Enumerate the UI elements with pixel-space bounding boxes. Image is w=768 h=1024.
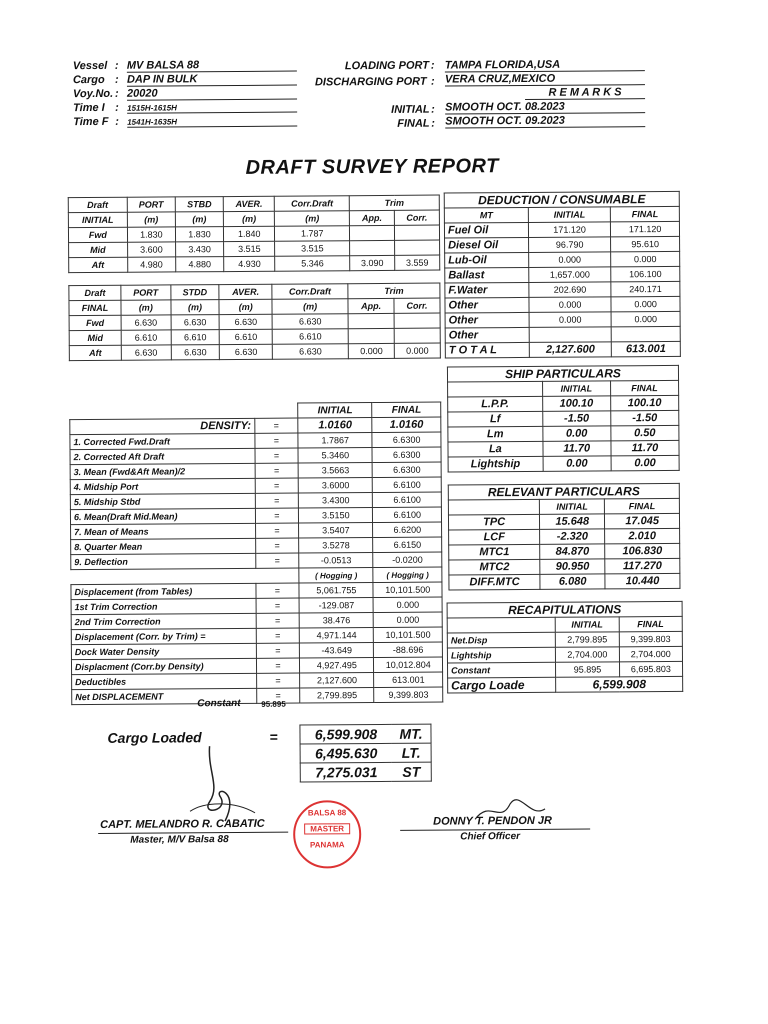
- table-row: Lf -1.50 -1.50: [448, 410, 679, 427]
- cargo-loaded-label: Cargo Loaded: [107, 729, 202, 746]
- table-row: 9. Deflection = -0.0513 -0.0200: [71, 552, 442, 570]
- table-row: Lightship 2,704.000 2,704.000: [447, 646, 682, 663]
- table-row: 6,599.908 MT.: [300, 724, 431, 744]
- voy-label: Voy.No.: [72, 87, 114, 101]
- ship-particulars-table: SHIP PARTICULARS INITIAL FINAL L.P.P. 100.10 100.10 Lf -1.50 -1.50 Lm 0.00 0.50 La 11.70 11.70 Lightship 0.00 0.00: [447, 365, 680, 473]
- loading-label: LOADING PORT: [344, 59, 430, 73]
- table-row: DIFF.MTC 6.080 10.440: [449, 573, 680, 590]
- table-row: 6,495.630 LT.: [300, 743, 431, 763]
- table-row: Fuel Oil 171.120 171.120: [444, 221, 679, 238]
- table-row: 2nd Trim Correction = 38.476 0.000: [71, 612, 442, 630]
- table-row: Net.Disp 2,799.895 9,399.803: [447, 631, 682, 648]
- table-row: Fwd 1.830 1.830 1.840 1.787: [68, 225, 439, 243]
- table-row: Deductibles = 2,127.600 613.001: [72, 672, 443, 690]
- timef-label: Time F: [73, 115, 109, 129]
- cargo-value: DAP IN BULK: [127, 73, 297, 87]
- draft-initial-table: Draft PORT STBD AVER. Corr.Draft Trim INITIAL (m) (m) (m) (m) App. Corr. Fwd 1.830 1.830 1.840 1.787 Mid 3.600 3.430 3.515 3.515 Aft 4.980 4.880 4.930 5.346 3.090 3.559: [68, 195, 441, 274]
- table-row: TPC 15.648 17.045: [448, 513, 679, 530]
- vessel-label: Vessel: [72, 59, 108, 73]
- cargo-loaded-row: Cargo Loade 6,599.908: [448, 676, 683, 693]
- table-row: Fwd 6.630 6.630 6.630 6.630: [69, 313, 440, 331]
- chief-title: Chief Officer: [460, 831, 521, 843]
- table-row: ( Hogging ) ( Hogging ): [71, 567, 442, 585]
- initial-value: SMOOTH OCT. 08.2023: [445, 100, 645, 114]
- table-row: Aft 4.980 4.880 4.930 5.346 3.090 3.559: [69, 255, 440, 273]
- report-title: DRAFT SURVEY REPORT: [245, 155, 499, 179]
- table-row: 1st Trim Correction = -129.087 0.000: [71, 597, 442, 615]
- final-label: FINAL: [397, 117, 430, 130]
- table-row: Ballast 1,657.000 106.100: [445, 266, 680, 283]
- table-row: Mid 6.610 6.610 6.610 6.610: [69, 328, 440, 346]
- table-row: Aft 6.630 6.630 6.630 6.630 0.000 0.000: [69, 343, 440, 361]
- table-row: 5. Midship Stbd = 3.4300 6.6100: [70, 492, 441, 510]
- master-title: Master, M/V Balsa 88: [130, 834, 229, 846]
- table-row: La 11.70 11.70: [448, 440, 679, 457]
- table-row: Dock Water Density = -43.649 -88.696: [71, 642, 442, 660]
- table-row: L.P.P. 100.10 100.10: [448, 395, 679, 412]
- relevant-particulars-title: RELEVANT PARTICULARS: [448, 483, 679, 500]
- recap-table: RECAPITULATIONS INITIAL FINAL Net.Disp 2,799.895 9,399.803 Lightship 2,704.000 2,704.000 Constant 95.895 6,695.803 Cargo Loade 6,599.908: [447, 601, 684, 694]
- relevant-particulars-table: RELEVANT PARTICULARS INITIAL FINAL TPC 15.648 17.045 LCF -2.320 2.010 MTC1 84.870 106.830 MTC2 90.950 117.270 DIFF.MTC 6.080 10.440: [448, 483, 681, 591]
- timef-value: 1541H-1635H: [127, 117, 297, 128]
- master-name: CAPT. MELANDRO R. CABATIC: [100, 817, 265, 831]
- table-row: Displacement (Corr. by Trim) = = 4,971.144 10,101.500: [71, 627, 442, 645]
- table-row: F.Water 202.690 240.171: [445, 281, 680, 298]
- final-value: SMOOTH OCT. 09.2023: [445, 114, 645, 128]
- loading-value: TAMPA FLORIDA,USA: [445, 58, 645, 72]
- discharging-label: DISCHARGING PORT: [314, 75, 427, 89]
- constant-value: 95.895: [261, 699, 286, 709]
- constant-label: Constant: [197, 697, 241, 710]
- master-stamp: BALSA 88 MASTER PANAMA: [293, 800, 361, 868]
- deduction-table: DEDUCTION / CONSUMABLE MT INITIAL FINAL Fuel Oil 171.120 171.120 Diesel Oil 96.790 95.610 Lub-Oil 0.000 0.000 Ballast 1,657.000 106.100 F.Water 202.690 240.171 Other 0.000 0.000 Other 0.000 0.000 Other T O T A L 2,127.600 613.001: [444, 191, 681, 359]
- table-row: Displacement (from Tables) = 5,061.755 10,101.500: [71, 582, 442, 600]
- recap-title: RECAPITULATIONS: [447, 601, 682, 618]
- density-calc-table: INITIAL FINAL DENSITY: = 1.0160 1.0160 1. Corrected Fwd.Draft = 1.7867 6.6300 2. Corrected Aft Draft = 5.3460 6.6300 3. Mean (Fwd&Aft Mean)/2 = 3.5663 6.6300 4. Midship Port = 3.6000 6.6100 5. Midship Stbd = 3.4300 6.6100 6. Mean(Draft Mid.Mean) = 3.5150 6.6100 7. Mean of Means = 3.5407 6.6200 8. Quarter Mean = 3.5278 6.6150 9. Deflection = -0.0513 -0.0200 ( Hogging ) ( Hogging ) Displacement (from Tables) = 5,061.755 10,101.500 1st Trim Correction = -129.087 0.000 2nd Trim Correction = 38.476 0.000 Displacement (Corr. by Trim) = = 4,971.144 10,101.500 Dock Water Density = -43.649 -88.696 Displacment (Corr.by Density) = 4,927.495 10,012.804 Deductibles = 2,127.600 613.001 Net DISPLACEMENT = 2,799.895 9,399.803: [69, 402, 443, 706]
- total-row: T O T A L 2,127.600 613.001: [445, 341, 680, 358]
- discharging-value: VERA CRUZ,MEXICO: [445, 72, 645, 86]
- table-row: 1. Corrected Fwd.Draft = 1.7867 6.6300: [70, 432, 441, 450]
- table-row: Lightship 0.00 0.00: [448, 455, 679, 472]
- timei-value: 1515H-1615H: [127, 103, 297, 114]
- table-row: MTC1 84.870 106.830: [449, 543, 680, 560]
- table-row: Other 0.000 0.000: [445, 311, 680, 328]
- table-row: Net DISPLACEMENT = 2,799.895 9,399.803: [72, 687, 443, 705]
- table-row: 3. Mean (Fwd&Aft Mean)/2 = 3.5663 6.6300: [70, 462, 441, 480]
- table-row: Lub-Oil 0.000 0.000: [445, 251, 680, 268]
- voy-value: 20020: [127, 87, 297, 101]
- timei-label: Time I: [73, 101, 105, 115]
- table-row: 7,275.031 ST: [300, 762, 431, 782]
- table-row: MTC2 90.950 117.270: [449, 558, 680, 575]
- table-row: 2. Corrected Aft Draft = 5.3460 6.6300: [70, 447, 441, 465]
- table-row: Constant 95.895 6,695.803: [448, 661, 683, 678]
- table-row: Displacment (Corr.by Density) = 4,927.495 10,012.804: [71, 657, 442, 675]
- remarks-label: R E M A R K S: [525, 86, 645, 100]
- table-row: 4. Midship Port = 3.6000 6.6100: [70, 477, 441, 495]
- chief-name: DONNY T. PENDON JR: [433, 814, 552, 828]
- cargo-label: Cargo: [72, 73, 105, 87]
- initial-label: INITIAL: [391, 103, 430, 116]
- table-row: Diesel Oil 96.790 95.610: [445, 236, 680, 253]
- vessel-value: MV BALSA 88: [127, 59, 297, 73]
- cargo-loaded-table: [299, 724, 431, 783]
- table-row: DENSITY: = 1.0160 1.0160: [70, 417, 441, 435]
- table-row: 6. Mean(Draft Mid.Mean) = 3.5150 6.6100: [70, 507, 441, 525]
- table-row: 7. Mean of Means = 3.5407 6.6200: [71, 522, 442, 540]
- ship-particulars-title: SHIP PARTICULARS: [447, 365, 678, 382]
- table-row: Mid 3.600 3.430 3.515 3.515: [69, 240, 440, 258]
- table-row: LCF -2.320 2.010: [449, 528, 680, 545]
- deduction-title: DEDUCTION / CONSUMABLE: [444, 191, 679, 208]
- table-row: Other: [445, 326, 680, 343]
- table-row: Lm 0.00 0.50: [448, 425, 679, 442]
- table-row: Other 0.000 0.000: [445, 296, 680, 313]
- report-page: Vessel : MV BALSA 88 Cargo : DAP IN BULK Voy.No. : 20020 Time I : 1515H-1615H Time F : 1541H-1635H LOADING PORT : TAMPA FLORIDA,USA DISCHARGING PORT : VERA CRUZ,MEXICO R E M A R K S INITIAL : SMOOTH OCT. 08.2023 FINAL : SMOOTH OCT. 09.2023 DRAFT SURVEY REPORT Draft PORT STBD AVER. Corr.Draft Trim INITIAL (m) (m) (m) (m) App. Corr. Fwd 1.830 1.830 1.840 1.787 Mid 3.600 3.430 3.515 3.515 Aft 4.980 4.880 4.930 5.346 3.090 3.559 Draft PORT STDD AVER. Corr.Draft Trim FINAL (m) (m) (m) (m) App. Corr. Fwd 6.630 6.630 6.630 6.630 Mid 6.610 6.610 6.610 6.610 Aft 6.630 6.630 6.630 6.630 0.000 0.000 DEDUCTION / CONSUMABLE MT INITIAL FINAL Fuel Oil 171.120 171.120 Diesel Oil 96.790 95.610 Lub-Oil 0.000 0.000 Ballast 1,657.000 106.100 F.Water 202.690 240.171 Other 0.000 0.000 Other 0.000 0.000 Other T O T A L 2,127.600 613.001 SHIP PARTICULARS INITIAL FINAL L.P.P. 100.10 100.10 Lf -1.50 -1.50 Lm 0.00 0.50 La 11.70 11.70 Lightship 0.00 0.00 RELEVANT PARTICULARS INITIAL FINAL TPC 15.648 17.045 LCF -2.320 2.010 MTC1 84.870 106.830 MTC2 90.950 117.270 DIFF.MTC 6.080 10.440 RECAPITULATIONS INITIAL FINAL Net.Disp 2,799.895 9,399.803 Lightship 2,704.000 2,704.000 Constant 95.895 6,695.803 Cargo Loade 6,599.908 INITIAL FINAL DENSITY: = 1.0160 1.0160 1. Corrected Fwd.Draft = 1.7867 6.6300 2. Corrected Aft Draft = 5.3460 6.6300 3. Mean (Fwd&Aft Mean)/2 = 3.5663 6.6300 4. Midship Port = 3.6000 6.6100 5. Midship Stbd = 3.4300 6.6100 6. Mean(Draft Mid.Mean) = 3.5150 6.6100 7. Mean of Means = 3.5407 6.6200 8. Quarter Mean = 3.5278 6.6150 9. Deflection = -0.0513 -0.0200 ( Hogging ) ( Hogging ) Displacement (from Tables) = 5,061.755 10,101.500 1st Trim Correction = -129.087 0.000 2nd Trim Correction = 38.476 0.000 Displacement (Corr. by Trim) = = 4,971.144 10,101.500 Dock Water Density = -43.649 -88.696 Displacment (Corr.by Density) = 4,927.495 10,012.804 Deductibles = 2,127.600 613.001 Net DISPLACEMENT = 2,799.895 9,399.803 Constant 95.895 Cargo Loaded = 6,599.908 MT. 6,495.630 LT. 7,275.031 ST CAPT. MELANDRO R. CABATIC Master, M/V Balsa 88 BALSA 88 MASTER PANAMA DONNY T. PENDON JR Chief Officer: [55, 38, 702, 1002]
- table-row: 8. Quarter Mean = 3.5278 6.6150: [71, 537, 442, 555]
- draft-final-table: Draft PORT STDD AVER. Corr.Draft Trim FINAL (m) (m) (m) (m) App. Corr. Fwd 6.630 6.630 6.630 6.630 Mid 6.610 6.610 6.610 6.610 Aft 6.630 6.630 6.630 6.630 0.000 0.000: [68, 283, 441, 362]
